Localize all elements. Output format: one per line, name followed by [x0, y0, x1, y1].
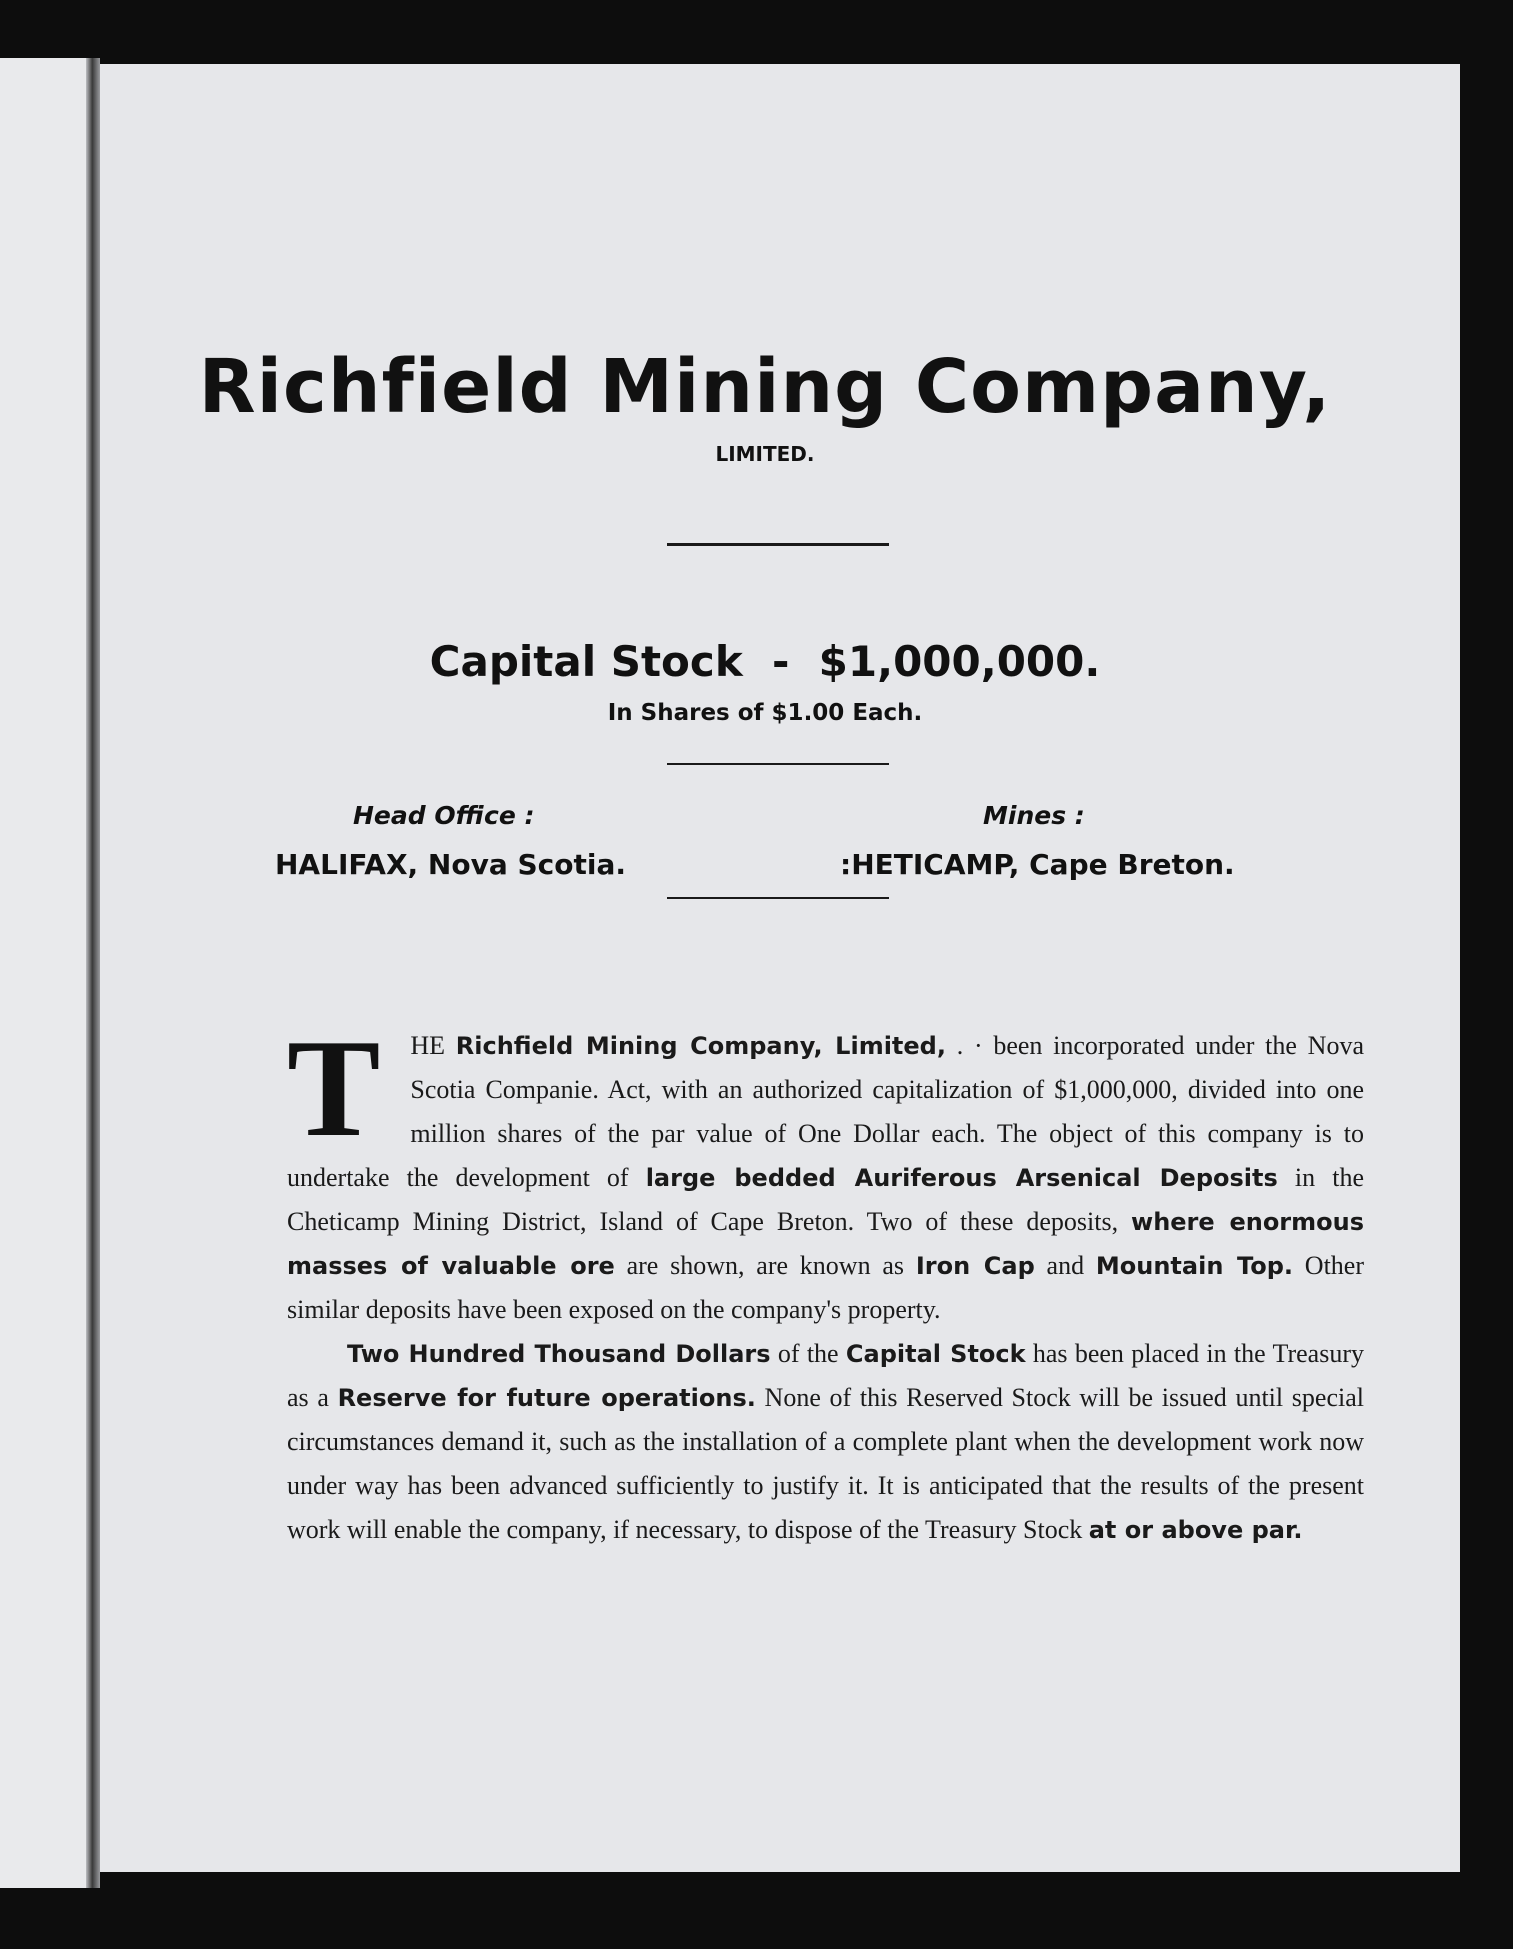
- book-spine: [86, 58, 100, 1888]
- body-text: [287, 1011, 1365, 1552]
- head-office-value: HALIFAX, Nova Scotia.: [275, 848, 626, 881]
- head-office-label: Head Office :: [353, 801, 535, 830]
- mines-label: Mines :: [983, 801, 1085, 830]
- capital-stock-line: Capital Stock - $1,000,000.: [429, 637, 1101, 686]
- company-title: Richfield Mining Company,: [198, 344, 1332, 430]
- company-subtitle: LIMITED.: [715, 442, 815, 466]
- shares-line: In Shares of $1.00 Each.: [607, 700, 923, 726]
- left-page-edge: [0, 58, 92, 1888]
- divider-rule: [667, 543, 889, 546]
- divider-rule: [667, 897, 889, 899]
- paragraph-treasury: Two Hundred Thousand Dollars of the Capital Stock has been placed in the Treasury as a Reserve for future operations. None of this Reserved Stock will be issued until special circumstances demand it, such as the installation of a complete plant when the development work now under way has been advanced sufficiently to justify it. It is anticipated that the results of the present work will enable the company, if necessary, to dispose of the Treasury Stock at or above par.: [287, 1339, 1364, 1544]
- paragraph-incorporation: T HE Richfield Mining Company, Limited, . · been incorporated under the Nova Scotia Companie. Act, with an authorized capitalization of $1,000,000, divided into one million shares of the par value of One Dollar each. The object of this company is to undertake the development of large bedded Auriferous Arsenical Deposits in the Cheticamp Mining District, Island of Cape Breton. Two of these deposits, where enormous masses of valuable ore are shown, are known as Iron Cap and Mountain Top. Other similar deposits have been exposed on the company's property.: [287, 1011, 1365, 1324]
- divider-rule: [667, 763, 889, 765]
- drop-cap: T: [287, 1011, 381, 1166]
- document-page: [100, 64, 1460, 1872]
- mines-value: :HETICAMP, Cape Breton.: [840, 848, 1235, 881]
